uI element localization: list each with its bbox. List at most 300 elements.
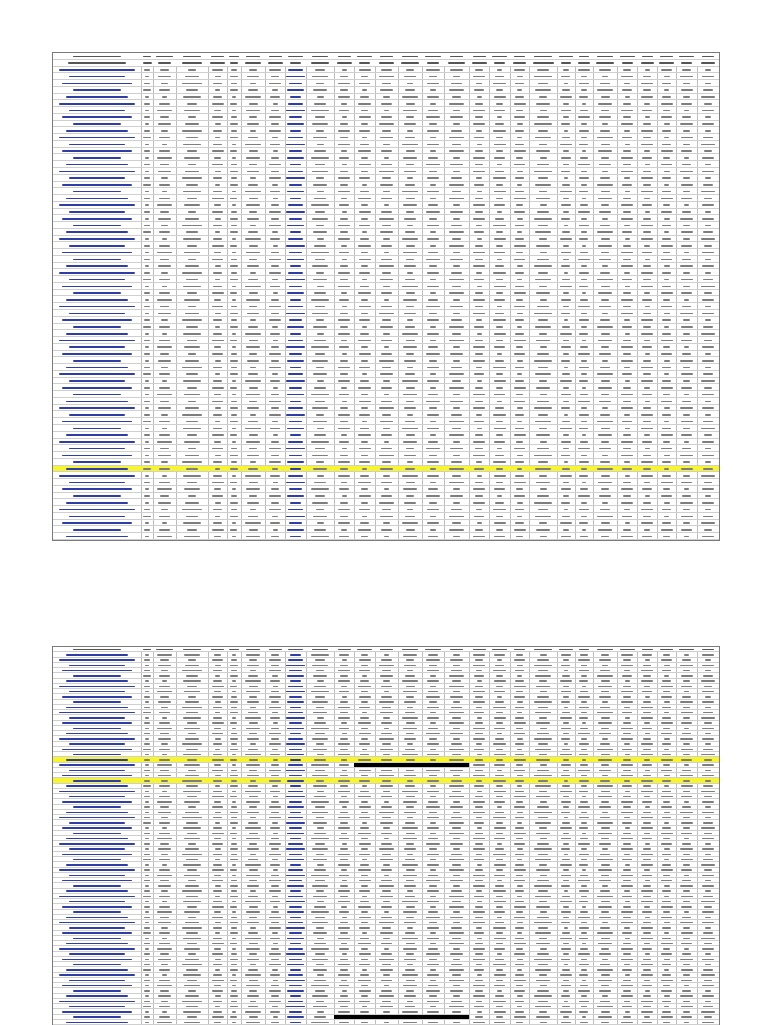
table-cell-text [475,843,483,845]
table-cell-text [598,198,612,200]
table-cell-text [702,455,713,457]
table-cell-text [516,346,523,348]
table-cell-text [579,225,589,227]
table-cell-text [186,184,198,186]
table-cell-text [248,1006,259,1008]
table-cell-text [580,691,588,693]
table-cell-text [476,319,482,321]
table-cell-text [59,137,136,139]
table-cell-text [214,157,221,159]
table-cell-text [383,901,390,903]
table-cell-text [145,680,150,682]
table-cell-text [473,959,484,961]
table-cell-text [314,529,326,531]
table-cell-text [453,110,461,112]
table-cell-text [704,722,712,724]
table-cell-text [186,822,198,824]
table-cell-text [451,743,462,745]
table-cell-text [582,387,587,389]
table-cell-text [475,150,484,152]
table-cell-text [246,838,260,840]
table-cell-text [494,691,505,693]
table-cell-text [161,707,168,709]
table-cell-text [144,733,150,735]
table-cell-text [162,238,168,240]
table-cell-text [702,959,713,961]
table-cell-text [517,421,522,423]
table-cell-text [187,340,197,342]
table-cell-text [245,717,260,719]
table-cell-text [271,985,280,987]
table-cell-text [705,495,712,497]
table-cell-text [188,495,196,497]
table-cell-text [535,859,551,861]
table-cell-text [230,171,239,173]
table-cell-text [382,177,391,179]
table-cell-text [314,103,326,105]
table-cell-text [188,211,196,213]
table-cell-text [494,488,505,490]
table-cell-text [427,864,438,866]
table-cell-text [340,455,349,457]
table-cell-text [287,225,304,227]
table-cell-text [317,864,324,866]
table-cell-text [621,204,634,206]
table-cell-text [231,953,237,955]
table-cell-text [661,686,673,688]
table-cell-text [426,806,440,808]
table-cell-text [184,728,200,730]
table-cell-text [701,938,715,940]
table-cell-text [271,346,280,348]
table-cell-text [644,796,650,798]
table-cell-text [358,980,371,982]
table-cell-text [538,177,549,179]
table-cell-text [704,292,712,294]
table-cell-text [703,421,713,423]
table-cell-text [475,722,484,724]
table-cell-text [359,670,370,672]
table-cell-text [430,833,436,835]
table-cell-text [359,272,370,274]
table-cell-text [599,770,611,772]
table-cell-text [516,394,523,396]
table-cell-text [210,62,224,64]
table-cell-text [315,259,326,261]
table-cell-text [212,980,224,982]
table-cell-text [402,238,417,240]
table-cell-text [317,238,324,240]
table-cell-text [430,712,437,714]
table-cell-text [249,495,257,497]
table-cell-text [643,738,652,740]
table-cell-text [563,245,570,247]
table-cell-text [581,421,587,423]
table-cell-text [384,346,390,348]
table-cell-text [245,827,260,829]
table-cell-text [684,911,689,913]
table-cell-text [684,488,689,490]
table-cell-text [272,421,278,423]
table-cell-text [381,906,393,908]
table-cell-text [623,495,631,497]
table-cell-text [601,144,610,146]
table-cell-text [563,806,569,808]
table-cell-text [664,995,670,997]
table-cell-text [144,759,151,761]
table-cell-text [624,130,630,132]
table-cell-text [662,333,670,335]
table-cell-text [625,191,630,193]
table-cell-text [515,225,525,227]
table-cell-text [473,875,486,877]
table-cell-text [495,812,504,814]
table-cell-text [158,959,171,961]
table-cell-text [380,326,393,328]
table-cell-text [581,407,588,409]
table-cell-text [339,394,349,396]
table-row [53,479,719,486]
table-cell-text [246,691,260,693]
table-cell-text [515,717,523,719]
table-cell-text [623,401,631,403]
table-cell-text [496,822,504,824]
table-cell-text [427,96,438,98]
table-cell-text [517,407,523,409]
table-cell-text [559,56,573,58]
table-cell-text [495,738,504,740]
table-cell-text [624,780,630,782]
table-cell-text [230,150,237,152]
table-cell-text [145,333,150,335]
table-cell-text [477,864,482,866]
table-cell-text [290,969,302,971]
table-cell-text [315,770,326,772]
table-cell-text [682,696,691,698]
table-cell-text [681,796,692,798]
table-cell-text [381,353,391,355]
table-cell-text [599,259,611,261]
table-cell-text [517,231,522,233]
table-cell-text [561,885,570,887]
table-cell-text [517,279,522,281]
table-cell-text [682,953,691,955]
table-cell-text [430,482,436,484]
table-cell-text [230,1016,237,1018]
table-cell-text [702,265,713,267]
table-cell-text [250,670,256,672]
table-cell-text [664,313,670,315]
table-cell-text [534,812,552,814]
table-cell-text [407,414,413,416]
table-cell-text [581,265,588,267]
table-cell-text [185,502,199,504]
table-cell-text [143,969,151,971]
table-cell-text [683,1011,690,1013]
table-cell-text [214,488,221,490]
table-cell-text [341,387,347,389]
table-cell-text [451,509,462,511]
table-cell-text [362,468,367,470]
table-row [53,114,719,121]
table-cell-text [272,896,278,898]
table-row [53,154,719,161]
table-cell-text [641,890,654,892]
table-cell-text [312,649,327,651]
table-cell-text [359,880,371,882]
table-cell-text [581,184,587,186]
table-cell-text [158,123,171,125]
table-cell-text [338,380,349,382]
table-cell-text [402,717,417,719]
table-cell-text [229,56,240,58]
table-cell-text [427,286,438,288]
table-cell-text [621,959,632,961]
table-cell-text [641,428,652,430]
table-cell-text [406,259,414,261]
table-row [53,357,719,364]
table-cell-text [311,441,329,443]
table-cell-text [288,659,303,661]
table-cell-text [340,959,349,961]
table-cell-text [561,764,571,766]
table-cell-text [540,536,547,538]
table-cell-text [645,659,650,661]
table-cell-text [286,822,304,824]
table-cell-text [581,360,588,362]
table-cell-text [449,184,465,186]
table-cell-text [182,272,202,274]
table-cell-text [144,83,149,85]
table-cell-text [535,749,551,751]
table-cell-text [269,890,280,892]
table-cell-text [187,686,197,688]
table-cell-text [535,1006,551,1008]
table-cell-text [187,482,197,484]
table-cell-text [644,150,650,152]
table-cell-text [645,770,650,772]
table-cell-text [232,827,236,829]
table-cell-text [145,775,149,777]
table-cell-text [449,326,465,328]
table-cell-text [516,948,523,950]
table-cell-text [359,259,371,261]
table-cell-text [362,1006,367,1008]
table-cell-text [662,414,672,416]
table-cell-text [477,938,482,940]
table-cell-text [602,502,608,504]
table-cell-text [230,421,238,423]
table-cell-text [161,225,168,227]
table-cell-text [66,536,129,538]
table-cell-text [597,712,612,714]
table-cell-text [449,482,463,484]
table-cell-text [214,441,221,443]
table-cell-text [271,455,279,457]
table-cell-text [272,89,278,91]
table-cell-text [342,116,347,118]
table-cell-text [539,191,548,193]
table-cell-text [662,272,672,274]
table-cell-text [624,890,630,892]
table-cell-text [581,231,587,233]
table-cell-text [475,733,483,735]
table-cell-text [622,516,632,518]
table-cell-text [496,434,503,436]
table-cell-text [317,680,324,682]
table-cell-text [681,482,692,484]
table-cell-text [382,272,391,274]
table-cell-text [232,938,236,940]
table-cell-text [212,990,223,992]
table-cell-text [185,701,199,703]
table-cell-text [474,1006,484,1008]
table-cell-text [59,791,136,793]
table-cell-text [213,238,221,240]
table-cell-text [288,407,303,409]
table-cell-text [271,441,280,443]
table-cell-text [161,414,168,416]
table-cell-text [430,340,436,342]
table-cell-text [381,306,391,308]
table-cell-text [271,691,280,693]
table-cell-text [516,838,523,840]
table-cell-text [536,387,550,389]
table-cell-text [406,69,414,71]
table-cell-text [144,434,151,436]
table-cell-text [249,696,257,698]
table-cell-text [563,164,569,166]
table-cell-text [430,896,437,898]
table-cell-text [62,353,132,355]
table-cell-text [361,110,369,112]
table-cell-text [359,780,370,782]
table-cell-text [561,536,571,538]
table-cell-text [144,817,149,819]
table-cell-text [213,96,221,98]
table-cell-text [494,536,505,538]
table-cell-text [269,843,282,845]
table-cell-text [601,728,609,730]
table-cell-text [287,394,304,396]
table-cell-text [515,238,523,240]
table-cell-text [496,516,504,518]
table-cell-text [536,245,550,247]
table-cell-text [247,885,259,887]
table-cell-text [563,869,570,871]
table-cell-text [271,502,279,504]
table-cell-text [642,764,652,766]
table-cell-text [160,770,169,772]
table-cell-text [535,373,551,375]
table-row [53,215,719,222]
table-cell-text [314,150,326,152]
table-cell-text [680,123,693,125]
table-cell-text [231,659,237,661]
table-cell-text [62,696,132,698]
table-cell-text [661,353,672,355]
table-cell-text [578,164,589,166]
table-cell-text [579,130,589,132]
table-cell-text [145,728,149,730]
table-cell-text [539,938,548,940]
table-cell-text [581,885,588,887]
table-cell-text [601,801,609,803]
table-cell-text [359,890,370,892]
table-cell-text [360,96,369,98]
table-cell-text [452,827,462,829]
table-cell-text [494,974,506,976]
table-cell-text [703,712,713,714]
table-cell-text [212,387,224,389]
table-cell-text [453,728,461,730]
table-cell-text [188,917,196,919]
table-cell-text [579,901,588,903]
table-cell-text [362,231,367,233]
table-cell-text [404,665,416,667]
table-cell-text [473,76,484,78]
table-cell-text [642,654,652,656]
table-cell-text [645,164,650,166]
table-cell-text [451,319,462,321]
table-cell-text [312,995,328,997]
table-cell-text [681,943,692,945]
table-cell-text [215,785,220,787]
table-cell-text [182,83,202,85]
table-cell-text [158,885,171,887]
table-cell-text [212,906,224,908]
table-cell-text [269,854,280,856]
table-cell-text [290,838,302,840]
table-cell-text [406,869,415,871]
table-cell-text [496,529,503,531]
table-cell-text [475,116,483,118]
table-cell-text [578,990,589,992]
table-cell-text [187,833,197,835]
table-cell-text [405,231,416,233]
table-cell-text [538,927,549,929]
table-cell-text [406,198,415,200]
table-cell-text [215,749,220,751]
table-cell-text [246,728,260,730]
table-cell-text [624,414,630,416]
table-cell-text [535,137,551,139]
table-cell-text [360,144,369,146]
table-cell-text [381,340,393,342]
table-cell-text [62,387,132,389]
table-cell-text [381,770,391,772]
table-cell-text [73,806,121,808]
table-cell-text [232,654,236,656]
table-cell-text [449,932,465,934]
table-cell-text [161,780,168,782]
table-cell-text [359,495,371,497]
table-cell-text [563,733,569,735]
table-cell-text [474,326,484,328]
table-cell-text [534,407,552,409]
table-cell-text [453,911,461,913]
table-cell-text [62,749,132,751]
table-cell-text [273,387,278,389]
table-cell-text [315,696,326,698]
table-cell-text [453,995,459,997]
table-cell-text [290,231,302,233]
table-cell-text [681,859,693,861]
table-cell-text [514,259,525,261]
table-cell-text [683,927,691,929]
table-cell-text [702,875,715,877]
table-cell-text [215,822,220,824]
